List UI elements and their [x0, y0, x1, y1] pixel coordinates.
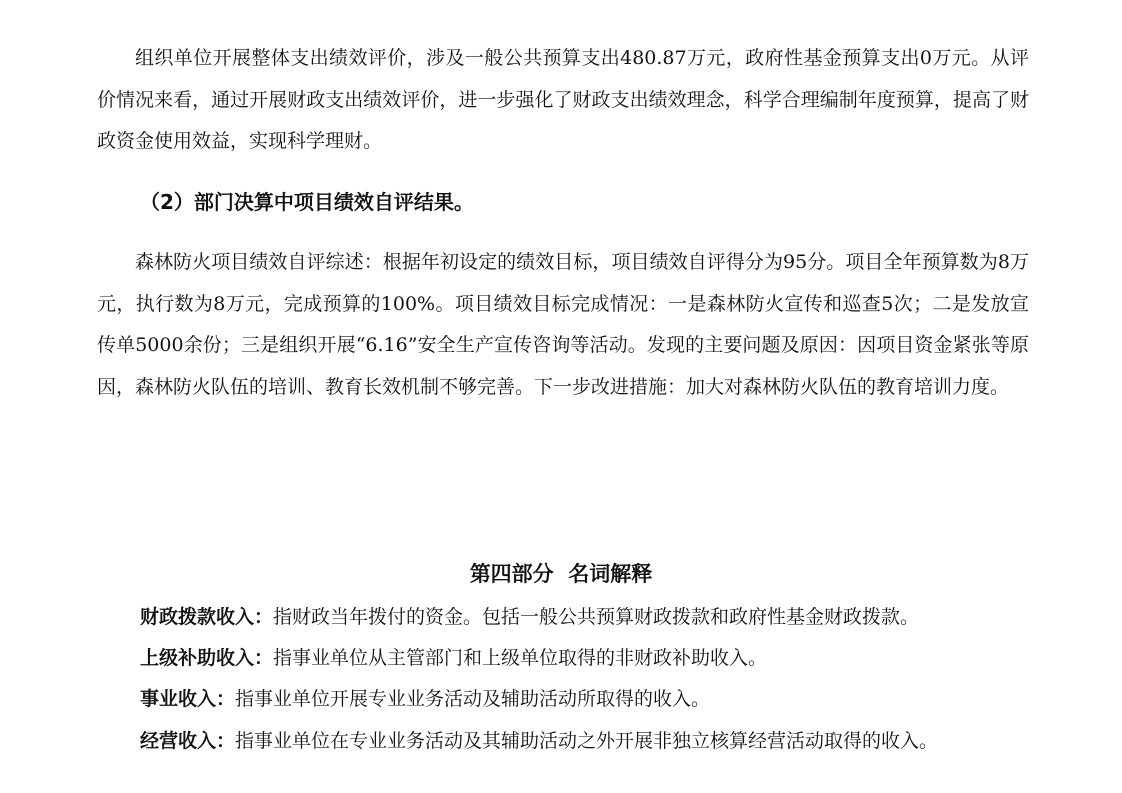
term-label: 上级补助收入： [140, 647, 274, 669]
term-label: 财政拨款收入： [140, 606, 274, 628]
section-title: 第四部分 名词解释 [469, 562, 653, 586]
paragraph-project-evaluation: 森林防火项目绩效自评综述：根据年初设定的绩效目标，项目绩效自评得分为95分。项目全年预算数为8万元，执行数为8万元，完成预算的100%。项目绩效目标完成情况：一是森林防火宣传和巡查5次；二是发放宣传单5000余份；三是组织开展“6.16”安全生产宣传咨询等活动。发现的主要问题及原因：因项目资金紧张等原因，森林防火队伍的培训、教育长效机制不够完善。下一步改进措施：加大对森林防火队伍的教育培训力度。 [97, 251, 1029, 398]
term-text: 指事业单位在专业业务活动及其辅助活动之外开展非独立核算经营活动取得的收入。 [235, 730, 939, 752]
term-text: 指事业单位从主管部门和上级单位取得的非财政补助收入。 [273, 647, 768, 669]
term-definition [140, 721, 1040, 761]
subheading-project-evaluation: （2）部门决算中项目绩效自评结果。 [140, 190, 474, 214]
term-label: 经营收入： [140, 730, 236, 752]
term-text: 指财政当年拨付的资金。包括一般公共预算财政拨款和政府性基金财政拨款。 [273, 606, 920, 628]
term-text: 指事业单位开展专业业务活动及辅助活动所取得的收入。 [235, 688, 711, 710]
term-label: 事业收入： [140, 688, 236, 710]
term-definition [140, 679, 1040, 719]
term-definition [140, 638, 1040, 678]
term-definition [140, 597, 1040, 637]
paragraph-overall-evaluation: 组织单位开展整体支出绩效评价，涉及一般公共预算支出480.87万元，政府性基金预算支出0万元。从评价情况来看，通过开展财政支出绩效评价，进一步强化了财政支出绩效理念，科学合理编制年度预算，提高了财政资金使用效益，实现科学理财。 [97, 47, 1029, 152]
